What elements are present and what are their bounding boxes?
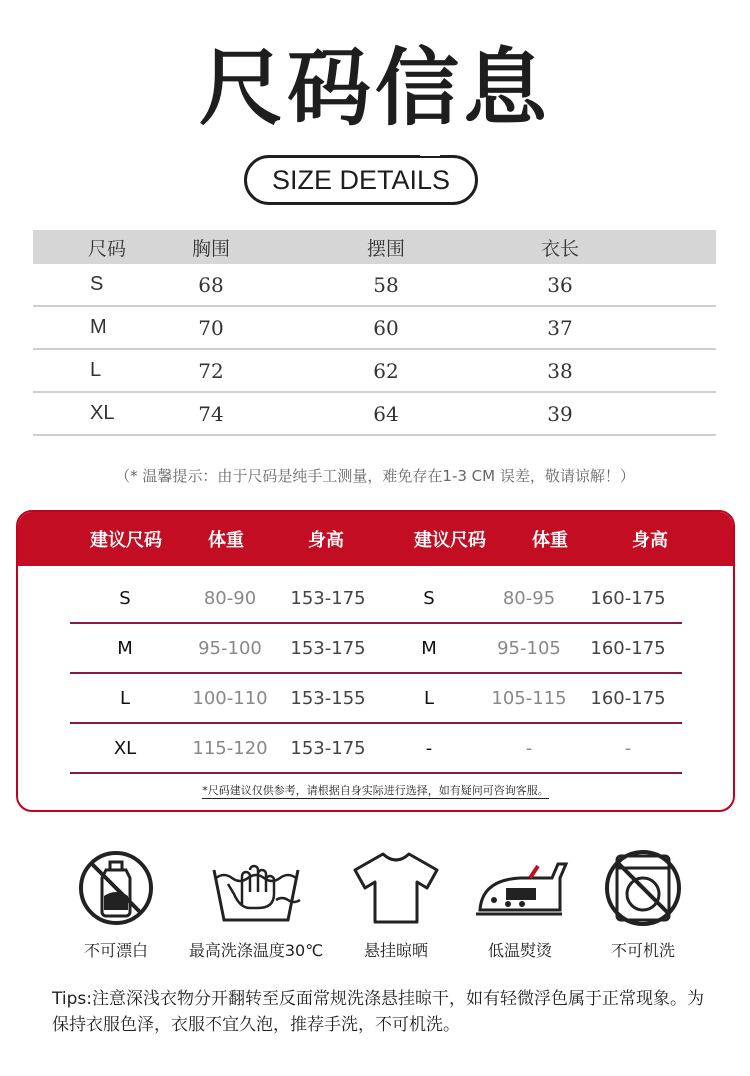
cell-weight-2: -	[525, 737, 533, 759]
table-row	[33, 350, 716, 393]
table-row	[70, 574, 682, 624]
table-row	[70, 624, 682, 674]
recommendation-note	[18, 782, 733, 798]
header-height: 身高	[308, 530, 344, 551]
cell-hem: 62	[373, 358, 399, 383]
cell-size-2: S	[423, 587, 435, 609]
cell-size-2: M	[421, 637, 437, 659]
table-row	[70, 674, 682, 724]
header-rec-size: 建议尺码	[90, 530, 162, 551]
cell-weight: 115-120	[192, 737, 268, 759]
care-item-no-bleach	[41, 848, 191, 961]
care-instructions	[0, 848, 750, 978]
table-row	[33, 307, 716, 350]
cell-size: XL	[90, 402, 115, 424]
no-machine-wash-icon	[603, 848, 683, 928]
table-row	[33, 264, 716, 307]
subtitle-badge: SIZE DETAILS	[244, 155, 478, 205]
recommendation-note-text: *尺码建议仅供参考，请根据自身实际进行选择，如有疑问可咨询客服。	[202, 784, 549, 797]
care-label: 低温熨烫	[487, 941, 552, 960]
size-table-header	[33, 230, 716, 264]
cell-size-2: L	[423, 687, 435, 709]
header-height-2: 身高	[632, 530, 668, 551]
care-item-no-machine-wash	[568, 848, 718, 961]
size-table	[33, 230, 716, 436]
cell-size: M	[117, 637, 133, 659]
header-rec-size-2: 建议尺码	[414, 530, 486, 551]
size-recommendation-card	[16, 510, 735, 812]
header-chest: 胸围	[191, 237, 230, 260]
measurement-note: （* 温馨提示：由于尺码是纯手工测量，难免存在1-3 CM 误差，敬请谅解！）	[115, 467, 635, 485]
cell-length: 39	[547, 401, 573, 426]
header-size: 尺码	[88, 237, 127, 260]
cell-chest: 68	[198, 272, 224, 297]
care-label: 最高洗涤温度30℃	[188, 941, 324, 960]
cell-size: XL	[113, 737, 137, 759]
cell-size: S	[90, 273, 104, 295]
cell-chest: 74	[198, 401, 224, 426]
recommendation-body	[70, 574, 682, 774]
cell-chest: 72	[198, 358, 224, 383]
care-tips: Tips:注意深浅衣物分开翻转至反面常规洗涤悬挂晾干，如有轻微浮色属于正常现象。为保持衣服色泽，衣服不宜久泡，推荐手洗，不可机洗。	[52, 989, 704, 1035]
header-weight: 体重	[208, 530, 244, 551]
cell-size: M	[90, 316, 107, 338]
cell-height: 153-175	[290, 737, 366, 759]
page-title: 尺码信息	[198, 39, 551, 137]
cell-chest: 70	[198, 315, 224, 340]
cell-height-2: 160-175	[590, 687, 666, 709]
cell-weight: 100-110	[192, 687, 268, 709]
cell-weight-2: 105-115	[491, 687, 567, 709]
recommendation-header	[18, 512, 733, 566]
care-label: 不可漂白	[83, 941, 148, 960]
cell-length: 37	[547, 315, 573, 340]
care-label: 悬挂晾晒	[363, 941, 428, 960]
care-label: 不可机洗	[610, 941, 675, 960]
table-row	[33, 393, 716, 436]
cell-height: 153-155	[290, 687, 366, 709]
no-bleach-icon	[76, 848, 156, 928]
table-row	[70, 724, 682, 774]
cell-weight-2: 80-95	[502, 587, 556, 609]
header-length: 衣长	[540, 237, 579, 260]
cell-hem: 64	[373, 401, 399, 426]
cell-weight: 80-90	[203, 587, 257, 609]
cell-length: 36	[547, 272, 573, 297]
header-hem: 摆围	[366, 237, 405, 260]
cell-length: 38	[547, 358, 573, 383]
header-weight-2: 体重	[532, 530, 568, 551]
cell-weight: 95-100	[198, 637, 262, 659]
hand-wash-30-icon	[206, 848, 306, 928]
low-iron-icon	[470, 848, 570, 928]
cell-height: 153-175	[290, 587, 366, 609]
cell-size: L	[90, 359, 102, 381]
cell-height: 153-175	[290, 637, 366, 659]
cell-height-2: 160-175	[590, 587, 666, 609]
cell-hem: 60	[373, 315, 399, 340]
cell-size: L	[119, 687, 131, 709]
cell-size-2: -	[425, 737, 433, 759]
cell-height-2: -	[624, 737, 632, 759]
cell-hem: 58	[373, 272, 399, 297]
pill-notch	[420, 150, 440, 156]
cell-size: S	[119, 587, 131, 609]
cell-height-2: 160-175	[590, 637, 666, 659]
care-item-hand-wash	[181, 848, 331, 961]
hang-dry-icon	[351, 848, 441, 928]
cell-weight-2: 95-105	[497, 637, 561, 659]
